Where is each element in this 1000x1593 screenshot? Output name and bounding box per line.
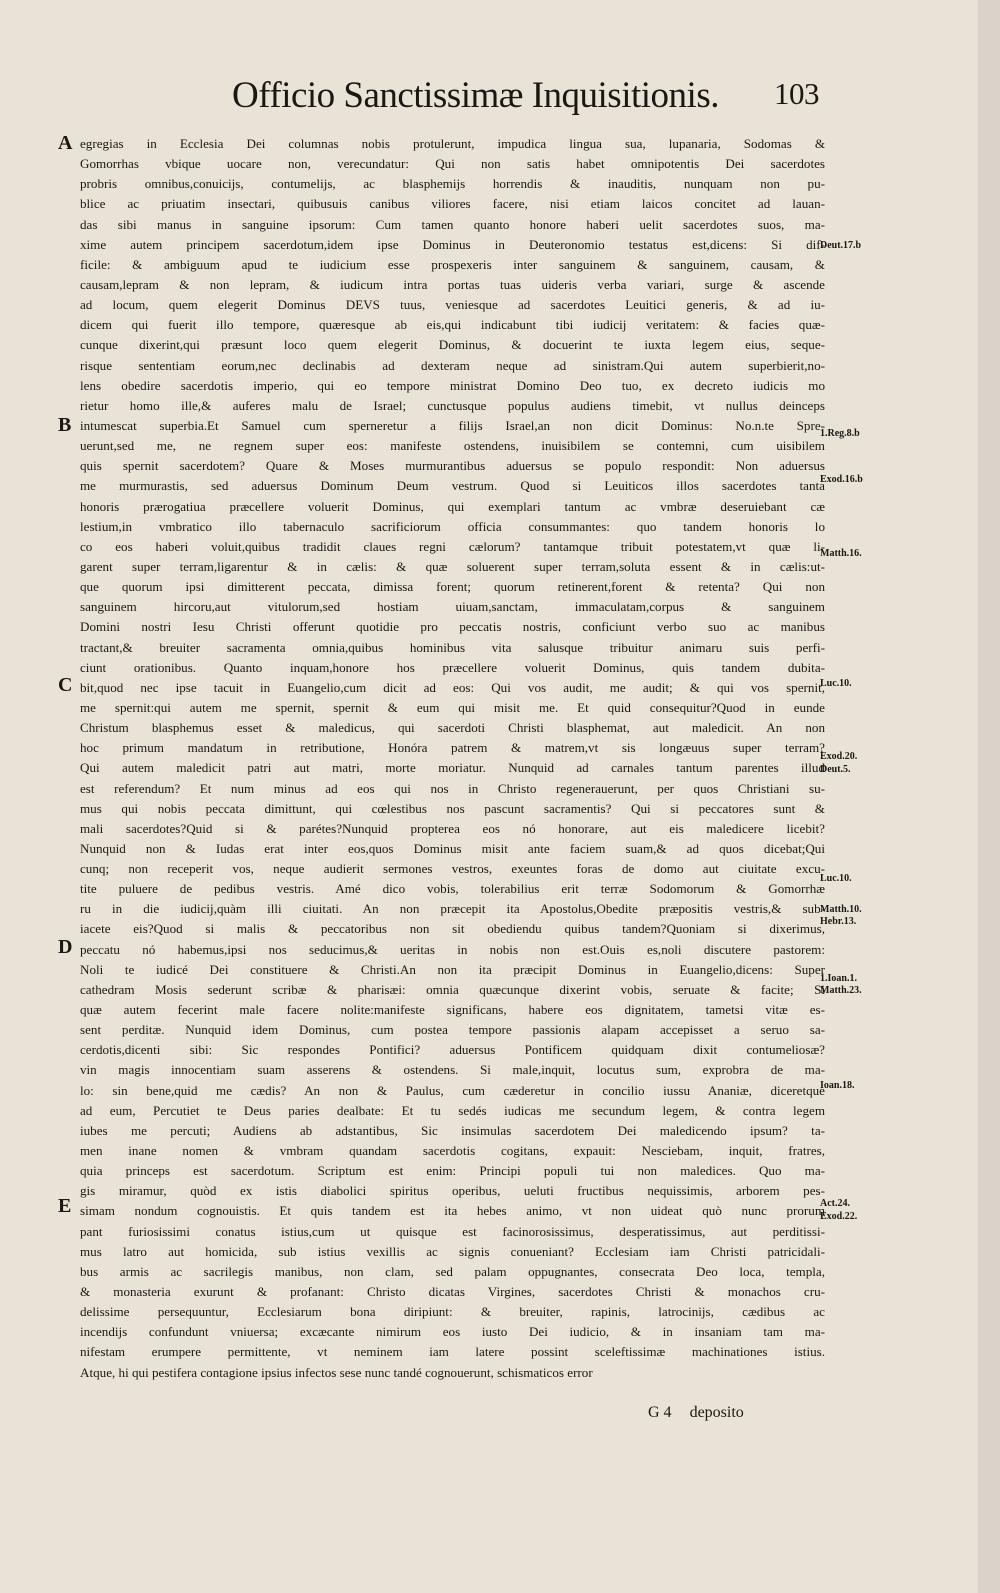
text-line: cunq; non receperit vos, neque audierit sermones vestros, exeuntes foras de domo aut ciuitate excu- bbox=[80, 861, 825, 877]
text-line: quæ autem fecerint male facere nolite:manifeste significans, habere eos dignitatem, tametsi vitæ es- bbox=[80, 1002, 825, 1018]
text-line: cunque dixerint,qui præsunt loco quem elegerit Dominus, & docuerint te iuxta legem eius, seque- bbox=[80, 337, 825, 353]
catchword-line bbox=[648, 1404, 744, 1422]
text-line: intumescat superbia.Et Samuel cum sperneretur a filijs Israel,an non dicit Dominus: No.n.te Spre- bbox=[80, 417, 825, 433]
text-line: rietur homo ille,& auferes malu de Israel; cunctusque populus audiens timebit, vt nullus deinceps bbox=[80, 397, 825, 413]
text-line: tite puluere de pedibus vestris. Amé dico vobis, tolerabilius erit terræ Sodomorum & Gomorrhæ bbox=[80, 881, 825, 897]
text-line: ad eum, Percutiet te Deus paries dealbate: Et tu sedés iudicas me secundum legem, & contra legem bbox=[80, 1102, 825, 1118]
section-letter-c: C bbox=[58, 674, 73, 696]
page-edge bbox=[978, 0, 1000, 1593]
text-line: risque sententiam eorum,nec declinabis ad dexteram neque ad sinistram.Qui autem superbierit,no- bbox=[80, 357, 825, 373]
text-line: ru in die iudicij,quàm illi ciuitati. An non præcepit ita Apostolus,Obedite præpositis vestris,& sub- bbox=[80, 901, 825, 917]
margin-note: Matth.16. bbox=[820, 548, 862, 559]
margin-note: Matth.23. bbox=[820, 985, 862, 996]
text-line: quis spernit sacerdotem? Quare & Moses murmurantibus aduersus se populo respondit: Non aduersus bbox=[80, 458, 825, 474]
margin-note: Deut.17.b bbox=[820, 240, 862, 251]
text-line: me spernit:qui autem me spernit, spernit & eum qui misit me. Et quid consequitur?Quod in eunde bbox=[80, 699, 825, 715]
text-line: xime autem principem sacerdotum,idem ipse Dominus in Deuteronomio testatus est,dicens: Si dif- bbox=[80, 236, 825, 252]
text-line: Gomorrhas vbique uocare non, verecundatur: Qui non satis habet omnipotentis Dei sacerdotes bbox=[80, 156, 825, 172]
text-line: bit,quod nec ipse tacuit in Euangelio,cum dicit ad eos: Qui vos audit, me audit; & qui vos spernit, bbox=[80, 679, 825, 695]
text-line: uerunt,sed me, ne regnem super eos: manifeste ostendens, inuisibilem se contemni, cum uisibilem bbox=[80, 438, 825, 454]
text-line: garent super terram,ligarentur & in cælis: & quæ soluerent super terram,soluta essent & in cælis:ut- bbox=[80, 558, 825, 574]
text-line: quia princeps est sacerdotum. Scriptum est enim: Principi populi tui non maledices. Quo ma- bbox=[80, 1163, 825, 1179]
text-line: mus latro aut homicida, sub istius vexillis ac signis conueniant? Ecclesiam iam Christi patricidali- bbox=[80, 1243, 825, 1259]
margin-note: Luc.10. bbox=[820, 873, 852, 884]
text-line: cerdotis,dicenti sibi: Sic respondes Pontifici? aduersus Pontificem quidquam dixit contumeliosæ? bbox=[80, 1042, 825, 1058]
text-line: gis miramur, quòd ex istis diabolici spiritus operibus, ueluti fructibus nequissimis, arborem pes- bbox=[80, 1183, 825, 1199]
text-line: blice ac priuatim insectari, quibusuis canibus viliores facere, nisi etiam laicos concitet ad lauan- bbox=[80, 196, 825, 212]
catchword: deposito bbox=[689, 1404, 744, 1421]
margin-note: Deut.5. bbox=[820, 764, 851, 775]
text-line: Noli te iudicé Dei constituere & Christi.An non ita præcipit Dominus in Euangelio,dicens: Super bbox=[80, 961, 825, 977]
text-line: ad locum, quem elegerit Dominus DEVS tuus, veniesque ad sacerdotes Leuitici generis, & ad iu- bbox=[80, 297, 825, 313]
margin-note: Exod.20. bbox=[820, 751, 858, 762]
running-head bbox=[232, 74, 832, 132]
text-line: nifestam erumpere permittente, vt neminem iam latere possint sceleftissimæ machinationes istius. bbox=[80, 1344, 825, 1360]
section-letter-b: B bbox=[58, 414, 72, 436]
text-line: Qui autem maledicit patri aut matri, morte moriatur. Nunquid ad carnales tantum parentes illud bbox=[80, 760, 825, 776]
text-line: men inane nomen & vmbram quandam sacerdotis cogitans, expauit: Nesciebam, inquit, fratres, bbox=[80, 1143, 825, 1159]
text-line: me murmurastis, sed aduersus Dominum Deum vestrum. Quod si Leuiticos illos sacerdotes tanta bbox=[80, 478, 825, 494]
text-line: sent perditæ. Nunquid idem Dominus, cum postea tempore passionis alapam accepisset a seruo sa- bbox=[80, 1022, 825, 1038]
text-line: tractant,& breuiter sacramenta omnia,quibus hominibus vita salusque tribuitur animaru suis perfi- bbox=[80, 639, 825, 655]
section-letter-e: E bbox=[58, 1195, 72, 1217]
margin-note: Ioan.18. bbox=[820, 1080, 855, 1091]
margin-note: Act.24. bbox=[820, 1198, 850, 1209]
text-line: causam,lepram & non lepram, & iudicum intra portas tuas uideris verba variari, surge & ascende bbox=[80, 276, 825, 292]
signature-mark: G 4 bbox=[648, 1404, 672, 1421]
text-line: bus armis ac sacrilegis manibus, non clam, sed palam oppugnantes, consecrata Deo loca, templa, bbox=[80, 1263, 825, 1279]
text-line: Christum blasphemus esset & maledicus, qui sacerdoti Christi blasphemat, aut maledicit. An non bbox=[80, 720, 825, 736]
margin-note: 1.Reg.8.b bbox=[820, 428, 860, 439]
text-line: co eos haberi voluit,quibus tradidit claues regni cælorum? tantamque tribuit potestatem,vt quæ li- bbox=[80, 538, 825, 554]
page-title: Officio Sanctissimæ Inquisitionis. bbox=[232, 75, 719, 116]
text-line: ciunt orationibus. Quanto inquam,honore hos præcellere voluerit Dominus, quis tandem dubita- bbox=[80, 659, 825, 675]
margin-note: Matth.10. bbox=[820, 904, 862, 915]
text-line: egregias in Ecclesia Dei columnas nobis protulerunt, impudica lingua sua, lupanaria, Sodomas & bbox=[80, 136, 825, 151]
text-line: mali sacerdotes?Quid si & parétes?Nunquid propterea eos nó honorare, aut eis maledicere licebit? bbox=[80, 820, 825, 836]
text-line: iubes me percuti; Audiens ab adstantibus, Sic insimulas sacerdotem Dei maledicendo ipsum? ta- bbox=[80, 1122, 825, 1138]
text-line: honoris prærogatiua præcellere voluerit Dominus, qui exemplari tantum ac vmbræ deseruiebant cæ bbox=[80, 498, 825, 514]
text-line: ficile: & ambiguum apud te iudicium esse prospexeris inter sanguinem & sanguinem, causam, & bbox=[80, 256, 825, 272]
text-line: incendijs confundunt vniuersa; excæcante nimirum eos iusto Dei iudicio, & in insaniam tam ma- bbox=[80, 1324, 825, 1340]
page-number: 103 bbox=[774, 76, 819, 111]
section-letter-d: D bbox=[58, 936, 73, 958]
text-line: peccatu nó habemus,ipsi nos seducimus,& ueritas in nobis non est.Ouis es,noli discutere pastorem: bbox=[80, 941, 825, 957]
text-line: est referendum? Et num minus ad eos qui nos in Christo regenerauerunt, per quos Christiani su- bbox=[80, 780, 825, 796]
text-line: cathedram Mosis sederunt scribæ & pharisæi: omnia quæcunque dixerint vobis, seruate & facite; Si bbox=[80, 981, 825, 997]
text-line: Atque, hi qui pestifera contagione ipsius infectos sese nunc tandé cognouerunt, schismaticos error bbox=[80, 1364, 593, 1380]
text-line: iacete eis?Quod si malis & peccatoribus non sit obediendu quibus tandem?Quoniam si dixerimus, bbox=[80, 921, 825, 937]
text-line: das sibi manus in sanguine ipsorum: Cum tamen quanto honore haberi uelit sacerdotes suos, ma- bbox=[80, 216, 825, 232]
body-text bbox=[80, 134, 825, 1383]
text-line: & monasteria exurunt & profanant: Christo dicatas Virgines, sacerdotes Christi & monachos cru- bbox=[80, 1284, 825, 1300]
text-line: lens obedire sacerdotis imperio, qui eo tempore ministrat Domino Deo tuo, ex decreto iudicis mo bbox=[80, 377, 825, 393]
margin-note: Exod.22. bbox=[820, 1211, 858, 1222]
margin-note: 1.Ioan.1. bbox=[820, 973, 857, 984]
text-line: probris omnibus,conuicijs, contumelijs, ac blasphemijs horrendis & inauditis, nunquam non pu- bbox=[80, 176, 825, 192]
text-line: sanguinem hircoru,aut vitulorum,sed hostiam uiuam,sanctam, immaculatam,corpus & sanguinem bbox=[80, 599, 825, 615]
text-line: hoc primum mandatum in retributione, Honóra patrem & matrem,vt sis longæuus super terram? bbox=[80, 740, 825, 756]
text-line: mus qui nobis peccata dimittunt, qui cœlestibus nos pascunt sacramentis? Qui si peccatores sunt & bbox=[80, 800, 825, 816]
text-line: lo: sin bene,quid me cædis? An non & Paulus, cum cæderetur in concilio iussu Ananiæ, diceretque bbox=[80, 1082, 825, 1098]
text-line: delissime persequuntur, Ecclesiarum bona diripiunt: & breuiter, rapinis, latrocinijs, cædibus ac bbox=[80, 1304, 825, 1320]
text-line: Nunquid non & Iudas erat inter eos,quos Dominus misit ante faciem suam,& ad quos dicebat;Qui bbox=[80, 840, 825, 856]
text-line: que quorum ipsi dimitterent peccata, dimissa forent; quorum retinerent,forent & retenta? Qui non bbox=[80, 579, 825, 595]
text-line: lestium,in vmbratico illo tabernaculo sacrificiorum officia consummantes: quo tandem honoris lo bbox=[80, 518, 825, 534]
text-line: dicem qui fuerit illo tempore, quæresque ab eis,qui indicabunt tibi iudicij veritatem: & facies quæ- bbox=[80, 317, 825, 333]
section-letter-a: A bbox=[58, 132, 73, 154]
text-line: simam nondum cognouistis. Et quis tandem est ita hebes animo, vt non uideat quò nunc prorum bbox=[80, 1203, 825, 1219]
text-line: vin magis innocentiam suam asserens & ostendens. Si male,inquit, locutus sum, exprobra de ma- bbox=[80, 1062, 825, 1078]
text-line: Domini nostri Iesu Christi offerunt quotidie pro peccatis nostris, conficiunt verbo suo ac manibus bbox=[80, 619, 825, 635]
margin-note: Exod.16.b bbox=[820, 474, 863, 485]
margin-note: Luc.10. bbox=[820, 678, 852, 689]
margin-note: Hebr.13. bbox=[820, 916, 857, 927]
text-line: pant furiosissimi conatus istius,cum ut quisque est facinorosissimus, desperatissimus, aut perditissi- bbox=[80, 1223, 825, 1239]
